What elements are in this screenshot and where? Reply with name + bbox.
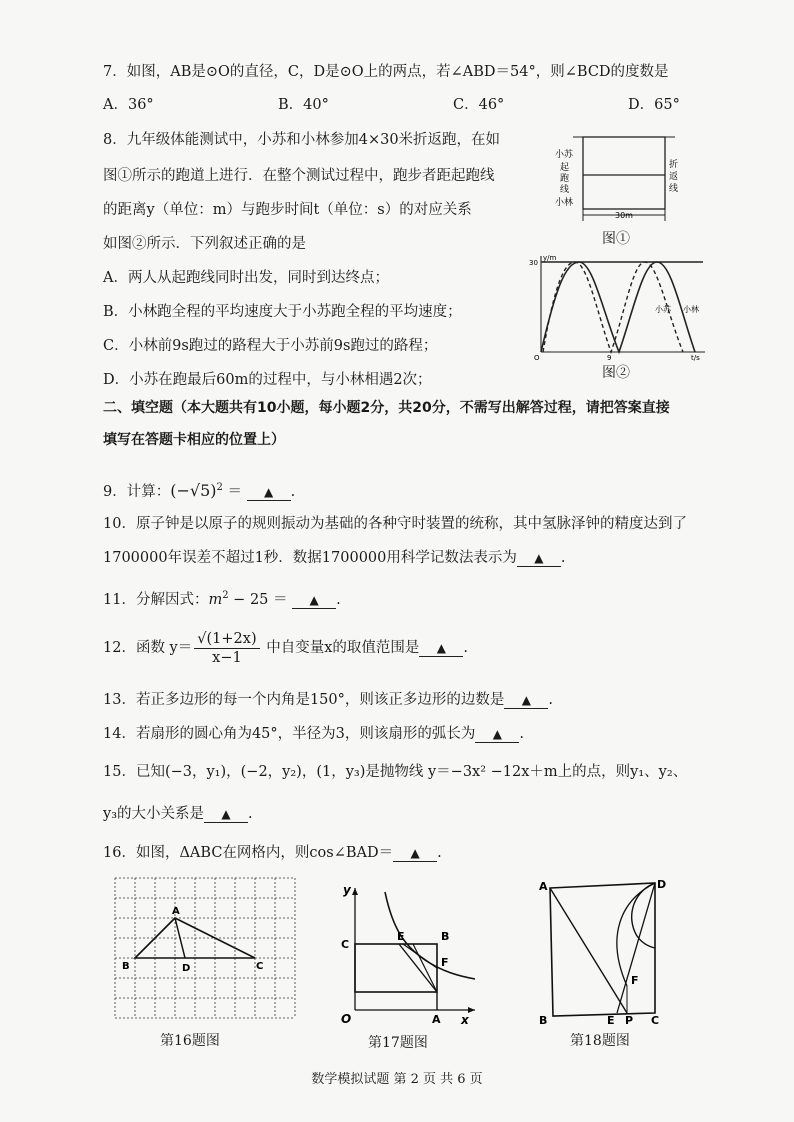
fig17-label-a: A xyxy=(432,1013,441,1025)
fig17-label-o: O xyxy=(341,1012,352,1025)
q8-line-2: 图①所示的跑道上进行．在整个测试过程中，跑步者距起跑线 xyxy=(103,168,495,184)
fig1-right-label-0: 折 xyxy=(669,160,679,170)
q12-end: . xyxy=(463,640,469,656)
q11 xyxy=(103,586,341,610)
q8-figure-graph xyxy=(525,252,710,362)
q10-answer-blank: ▲ xyxy=(517,550,561,567)
q8-option-c: C．小林前9s跑过的路程大于小苏前9s跑过的路程； xyxy=(103,338,438,354)
fig1-left-label-0: 小苏 xyxy=(555,150,574,160)
fig18-label-a: A xyxy=(539,880,548,893)
fig17-label-e: E xyxy=(397,930,405,943)
fig16-label-d: D xyxy=(182,963,191,974)
q12-prefix: 12．函数 y＝ xyxy=(103,640,193,656)
q15-line-1: 15．已知(−3，y₁)，(−2，y₂)，(1，y₃)是抛物线 y＝−3x² −12x＋m上的点，则y₁、y₂、 xyxy=(103,764,688,780)
figure-17 xyxy=(335,880,485,1025)
q8-line-1: 8．九年级体能测试中，小苏和小林参加4×30米折返跑，在如 xyxy=(103,132,501,148)
fig1-width-label: 30m xyxy=(615,211,633,220)
fig2-origin: O xyxy=(534,354,540,362)
q7-stem: 7．如图，AB是⊙O的直径，C，D是⊙O上的两点，若∠ABD＝54°，则∠BCD的度数是 xyxy=(103,64,669,80)
fig1-right-label-2: 线 xyxy=(669,184,679,194)
q8-option-d: D．小苏在跑最后60m的过程中，与小林相遇2次； xyxy=(103,372,432,388)
fig2-y-label: y/m xyxy=(543,254,557,262)
q13-answer-blank: ▲ xyxy=(504,692,548,709)
fig18-label-d: D xyxy=(657,878,667,891)
q11-answer-blank: ▲ xyxy=(292,592,336,609)
q7-option-c: C．46° xyxy=(453,97,505,113)
fig16-label-c: C xyxy=(256,961,264,972)
figure-17-caption: 第17题图 xyxy=(368,1035,428,1051)
q9-prefix: 9．计算： xyxy=(103,483,171,500)
page-footer: 数学模拟试题 第 2 页 共 6 页 xyxy=(311,1072,483,1087)
q7-option-d: D．65° xyxy=(628,97,680,113)
q8-figure-2-caption: 图② xyxy=(602,365,630,381)
q14 xyxy=(103,724,524,744)
q9-answer-blank: ▲ xyxy=(247,484,291,501)
q16-answer-blank: ▲ xyxy=(393,845,437,862)
q12-answer-blank: ▲ xyxy=(419,640,463,657)
fig17-label-b: B xyxy=(441,930,450,943)
q12-numerator: √(1+2x) xyxy=(194,630,259,649)
q9-exponent: 2 xyxy=(216,482,223,493)
q8-line-4: 如图②所示．下列叙述正确的是 xyxy=(103,236,306,252)
fig16-label-b: B xyxy=(122,961,130,972)
section-2-heading: 二、填空题（本大题共有10小题，每小题2分，共20分，不需写出解答过程，请把答案直接 xyxy=(103,400,670,416)
q9-expression: (−√5) xyxy=(170,480,217,500)
fig18-label-b: B xyxy=(539,1014,548,1027)
fig17-label-y: y xyxy=(343,883,351,897)
q15-line-2-text: y₃的大小关系是 xyxy=(103,806,205,822)
fig1-left-label-4: 小林 xyxy=(555,198,574,208)
q11-exponent: 2 xyxy=(222,590,229,601)
q11-prefix: 11．分解因式： xyxy=(103,591,209,608)
q8-line-3: 的距离y（单位：m）与跑步时间t（单位：s）的对应关系 xyxy=(103,202,472,218)
q13 xyxy=(103,690,553,710)
fig18-label-c: C xyxy=(651,1014,660,1027)
fig2-x-tick: 9 xyxy=(607,354,612,362)
q14-end: . xyxy=(519,726,524,742)
q15-line-2 xyxy=(103,804,253,824)
q11-variable: m xyxy=(208,591,223,608)
fig2-label-su: 小苏 xyxy=(655,305,671,314)
fig17-label-f: F xyxy=(441,956,449,969)
q9 xyxy=(103,478,295,502)
q10-line-1: 10．原子钟是以原子的规则振动为基础的各种守时装置的统称，其中氢脉泽钟的精度达到了 xyxy=(103,516,687,532)
q14-answer-blank: ▲ xyxy=(475,726,519,743)
fig1-left-label-2: 跑 xyxy=(560,174,570,184)
figure-16-caption: 第16题图 xyxy=(160,1033,220,1049)
q16-text: 16．如图，ΔABC在网格内，则cos∠BAD＝ xyxy=(103,845,394,861)
q12-fraction xyxy=(194,630,259,667)
figure-18-caption: 第18题图 xyxy=(570,1033,630,1049)
q12 xyxy=(103,628,468,668)
q16 xyxy=(103,843,442,863)
fig18-label-e: E xyxy=(607,1014,615,1027)
q12-denominator: x−1 xyxy=(212,649,242,666)
q13-end: . xyxy=(548,692,553,708)
q7-option-b: B．40° xyxy=(278,97,329,113)
fig2-y-tick: 30 xyxy=(529,259,538,267)
figure-18 xyxy=(535,878,675,1028)
fig18-label-p: P xyxy=(625,1014,634,1027)
fig17-label-x: x xyxy=(461,1013,469,1025)
fig2-x-label: t/s xyxy=(691,354,700,362)
section-2-heading-cont: 填写在答题卡相应的位置上） xyxy=(103,432,285,448)
q11-end: . xyxy=(336,591,341,608)
q8-figure-1-caption: 图① xyxy=(602,231,630,247)
q8-figure-track xyxy=(545,125,695,225)
q9-end: . xyxy=(290,483,296,500)
q9-equals: ＝ xyxy=(222,483,242,500)
q8-option-a: A．两人从起跑线同时出发，同时到达终点； xyxy=(103,270,389,286)
fig17-label-c: C xyxy=(341,938,350,951)
q7-option-a: A．36° xyxy=(103,97,154,113)
q14-text: 14．若扇形的圆心角为45°，半径为3，则该扇形的弧长为 xyxy=(103,726,476,742)
figure-16 xyxy=(110,875,300,1025)
q16-end: . xyxy=(437,845,442,861)
fig1-left-label-3: 线 xyxy=(560,185,570,195)
q12-post: 中自变量x的取值范围是 xyxy=(261,640,420,656)
q15-end: . xyxy=(248,806,253,822)
fig1-right-label-1: 返 xyxy=(669,172,679,182)
q10-line-2 xyxy=(103,548,566,568)
q8-option-b: B．小林跑全程的平均速度大于小苏跑全程的平均速度； xyxy=(103,304,462,320)
q15-answer-blank: ▲ xyxy=(204,806,248,823)
q13-text: 13．若正多边形的每一个内角是150°，则该正多边形的边数是 xyxy=(103,692,505,708)
q10-line-2-text: 1700000年误差不超过1秒．数据1700000用科学记数法表示为 xyxy=(103,550,517,566)
fig1-left-label-1: 起 xyxy=(560,163,570,173)
fig18-label-f: F xyxy=(631,974,639,987)
q10-end: . xyxy=(560,550,566,566)
fig16-label-a: A xyxy=(172,906,180,917)
fig2-label-lin: 小林 xyxy=(683,305,699,314)
q11-rest: − 25 ＝ xyxy=(228,591,288,608)
